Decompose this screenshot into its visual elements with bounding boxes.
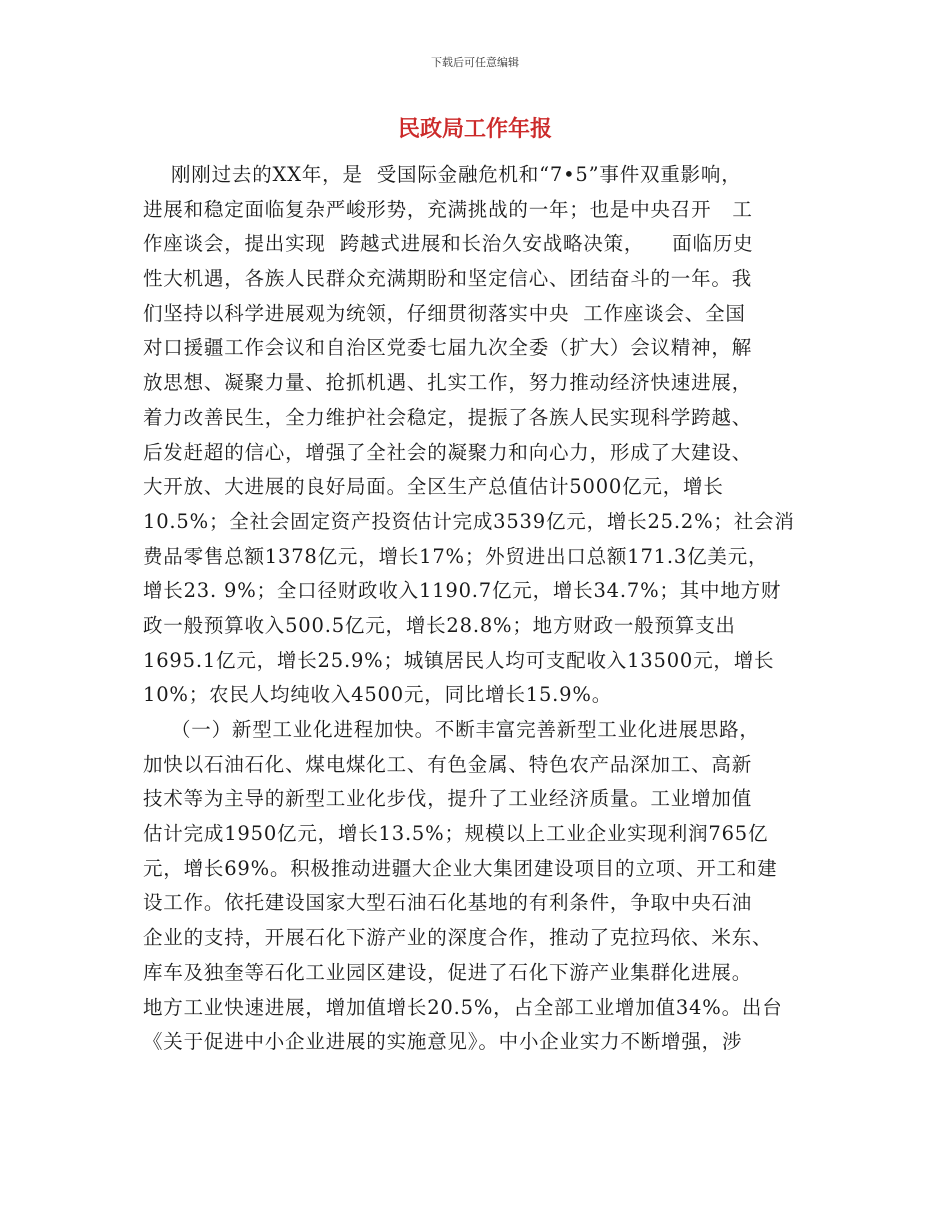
text-line: 加快以石油石化、煤电煤化工、有色金属、特色农产品深加工、高新	[143, 752, 753, 776]
text-line: 增长23. 9%；全口径财政收入1190.7亿元，增长34.7%；其中地方财	[143, 579, 782, 603]
paragraph-annual-summary	[143, 158, 813, 713]
text-line: 企业的支持，开展石化下游产业的深度合作，推动了克拉玛依、米东、	[143, 926, 773, 950]
text-line: 着力改善民生，全力维护社会稳定，提振了各族人民实现科学跨越、	[143, 405, 753, 429]
text-line: 估计完成1950亿元，增长13.5%；规模以上工业企业实现利润765亿	[143, 822, 769, 846]
text-line: 技术等为主导的新型工业化步伐，提升了工业经济质量。工业增加值	[143, 787, 753, 811]
text-line: 地方工业快速进展，增加值增长20.5%，占全部工业增加值34%。出台	[143, 995, 783, 1019]
document-body	[143, 158, 813, 1060]
text-line: 进展和稳定面临复杂严峻形势，充满挑战的一年；也是中央召开 工	[143, 197, 753, 221]
text-line: 政一般预算收入500.5亿元，增长28.8%；地方财政一般预算支出	[143, 613, 736, 637]
text-line: 10.5%；全社会固定资产投资估计完成3539亿元，增长25.2%；社会消	[143, 509, 795, 533]
text-line: 后发赶超的信心，增强了全社会的凝聚力和向心力，形成了大建设、	[143, 440, 753, 464]
text-line: 10%；农民人均纯收入4500元，同比增长15.9%。	[143, 683, 613, 707]
text-line: 大开放、大进展的良好局面。全区生产总值估计5000亿元，增长	[143, 475, 724, 499]
text-line: 们坚持以科学进展观为统领，仔细贯彻落实中央 工作座谈会、全国	[143, 301, 746, 325]
text-line: 费品零售总额1378亿元，增长17%；外贸进出口总额171.3亿美元，	[143, 544, 769, 568]
text-line: （一）新型工业化进程加快。不断丰富完善新型工业化进展思路，	[143, 718, 760, 741]
text-line: 《关于促进中小企业进展的实施意见》。中小企业实力不断增强，涉	[143, 1030, 743, 1054]
page-header-note: 下载后可任意编辑	[431, 56, 519, 69]
paragraph-industrialization	[143, 713, 813, 1060]
text-line: 刚刚过去的XX年，是 受国际金融危机和“7•5”事件双重影响，	[143, 163, 742, 186]
document-title: 民政局工作年报	[397, 117, 552, 142]
text-line: 放思想、凝聚力量、抢抓机遇、扎实工作，努力推动经济快速进展，	[143, 371, 753, 395]
text-line: 性大机遇，各族人民群众充满期盼和坚定信心、团结奋斗的一年。我	[143, 267, 753, 291]
text-line: 作座谈会，提出实现 跨越式进展和长治久安战略决策， 面临历史	[143, 232, 754, 256]
text-line: 1695.1亿元，增长25.9%；城镇居民人均可支配收入13500元，增长	[143, 648, 775, 672]
text-line: 对口援疆工作会议和自治区党委七届九次全委（扩大）会议精神，解	[143, 336, 753, 360]
text-line: 设工作。依托建设国家大型石油石化基地的有利条件，争取中央石油	[143, 891, 753, 915]
text-line: 元，增长69%。积极推动进疆大企业大集团建设项目的立项、开工和建	[143, 856, 778, 880]
text-line: 库车及独奎等石化工业园区建设，促进了石化下游产业集群化进展。	[143, 960, 753, 984]
